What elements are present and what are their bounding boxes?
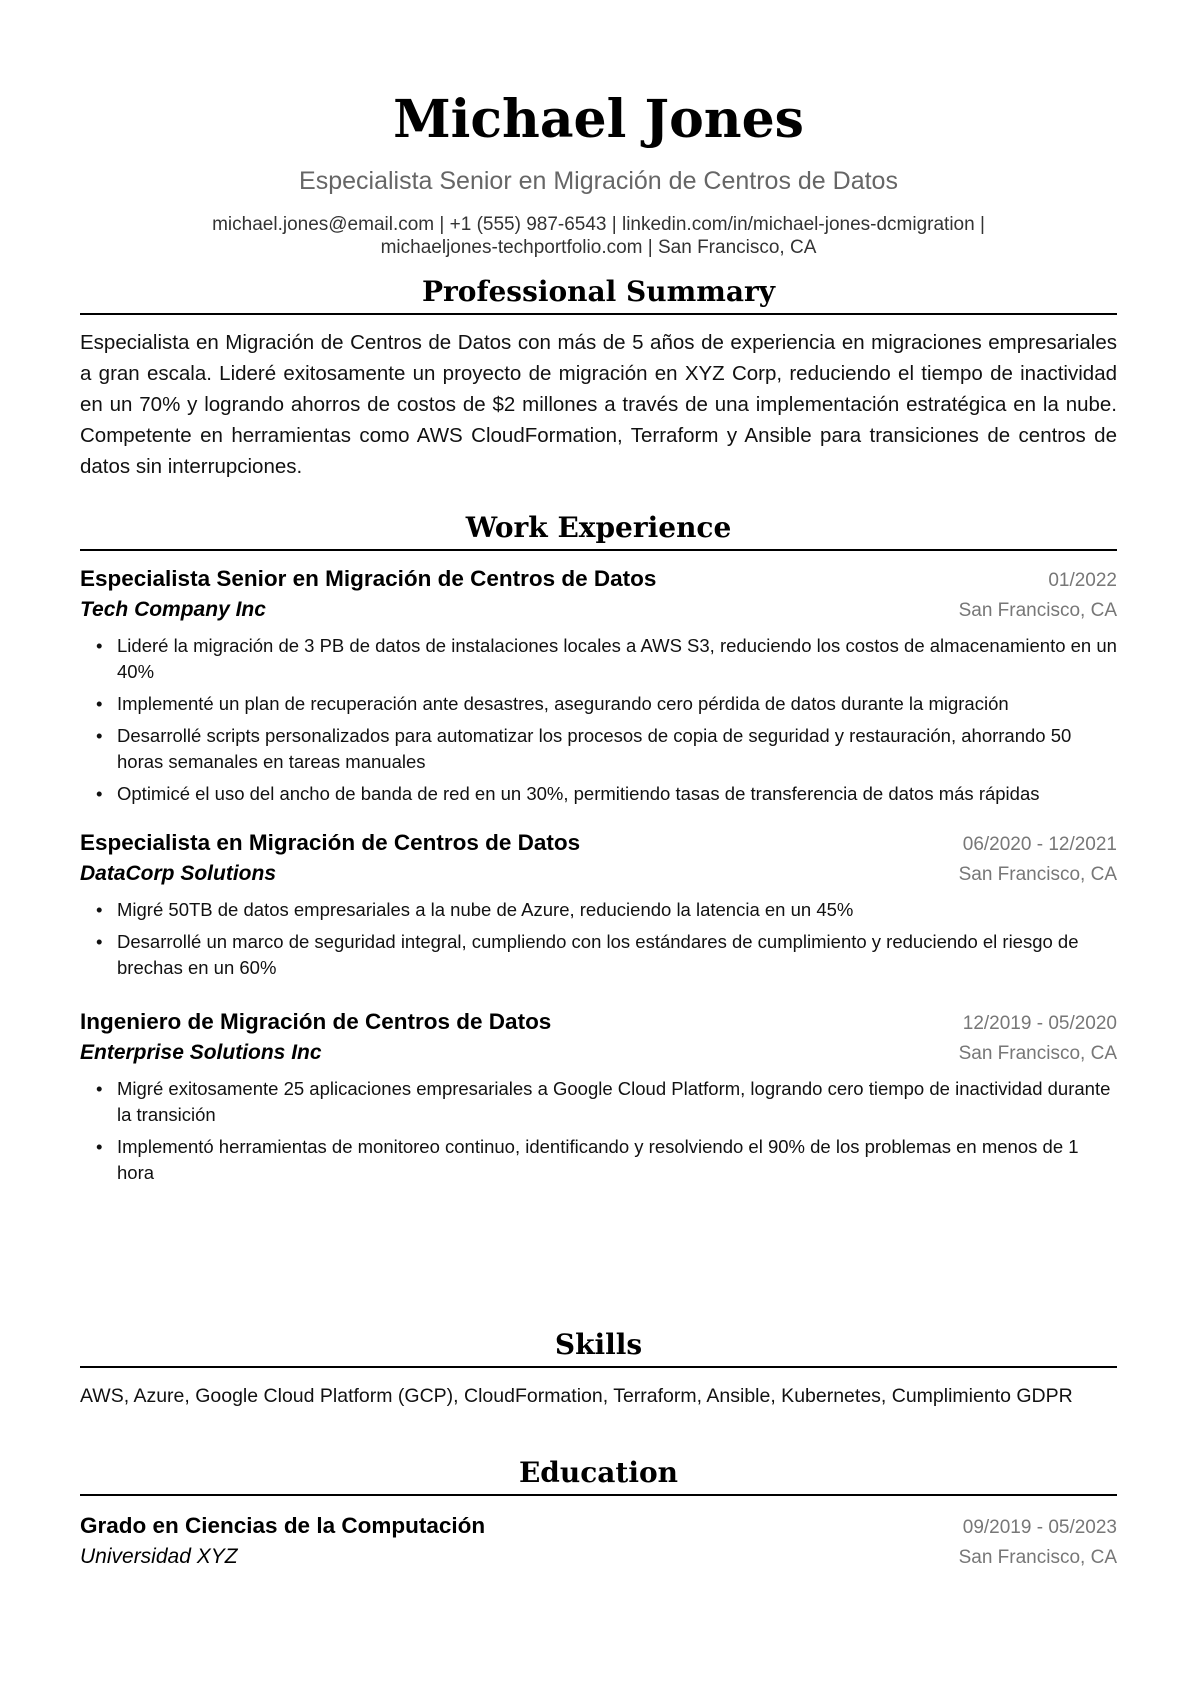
resume-page xyxy=(80,0,1117,1568)
summary-text: Especialista en Migración de Centros de Datos con más de 5 años de experiencia en migraciones empresariales a gran escala. Lideré exitosamente un proyecto de migración en XYZ Corp, reduciendo el tiempo de inactividad en un 70% y logrando ahorros de costos de $2 millones a través de una implementación estratégica en la nube. Competente en herramientas como AWS CloudFormation, Terraform y Ansible para transiciones de centros de datos sin interrupciones. xyxy=(80,331,1117,478)
summary-heading: Professional Summary xyxy=(80,275,1117,315)
job-entry xyxy=(80,564,1117,813)
experience-section xyxy=(80,511,1117,551)
summary-section xyxy=(80,275,1117,482)
bullet-item: • Migré exitosamente 25 aplicaciones empresariales a Google Cloud Platform, logrando cero tiempo de inactividad durante la transición xyxy=(96,1078,1111,1125)
education-entry xyxy=(80,1511,1117,1572)
education-date: 09/2019 - 05/2023 xyxy=(962,1517,1117,1538)
job-bullets xyxy=(80,633,1117,807)
job-entry xyxy=(80,1007,1117,1192)
bullet-text: Desarrollé un marco de seguridad integral, cumpliendo con los estándares de cumplimiento y reduciendo el riesgo de brechas en un 60% xyxy=(117,931,1079,978)
company-name: Enterprise Solutions Inc xyxy=(80,1041,322,1064)
bullet-item: • Desarrollé un marco de seguridad integral, cumpliendo con los estándares de cumplimiento y reduciendo el riesgo de brechas en un 60% xyxy=(96,931,1079,978)
degree-name: Grado en Ciencias de la Computación xyxy=(80,1513,486,1538)
candidate-title: Especialista Senior en Migración de Centros de Datos xyxy=(299,167,898,195)
bullet-item: • Lideré la migración de 3 PB de datos de instalaciones locales a AWS S3, reduciendo los costos de almacenamiento en un 40% xyxy=(96,635,1117,682)
bullet-item: • Implementé un plan de recuperación ante desastres, asegurando cero pérdida de datos durante la migración xyxy=(96,693,1009,714)
bullet-text: Optimicé el uso del ancho de banda de red en un 30%, permitiendo tasas de transferencia de datos más rápidas xyxy=(117,783,1040,804)
job-entry xyxy=(80,828,1117,987)
job-title: Ingeniero de Migración de Centros de Datos xyxy=(80,1009,552,1034)
bullet-item: • Implementó herramientas de monitoreo continuo, identificando y resolviendo el 90% de los problemas en menos de 1 hora xyxy=(96,1136,1079,1183)
skills-heading: Skills xyxy=(80,1328,1117,1368)
job-bullets xyxy=(80,1076,1117,1186)
job-date: 06/2020 - 12/2021 xyxy=(962,834,1117,855)
job-title: Especialista Senior en Migración de Centros de Datos xyxy=(80,566,657,591)
bullet-item: • Optimicé el uso del ancho de banda de red en un 30%, permitiendo tasas de transferencia de datos más rápidas xyxy=(96,783,1040,804)
contact-info xyxy=(80,213,1117,259)
job-date: 12/2019 - 05/2020 xyxy=(962,1013,1117,1034)
bullet-text: Desarrollé scripts personalizados para automatizar los procesos de copia de seguridad y restauración, ahorrando 50 horas semanales en tareas manuales xyxy=(117,725,1072,772)
bullet-item: • Migré 50TB de datos empresariales a la nube de Azure, reduciendo la latencia en un 45% xyxy=(96,899,854,920)
bullet-text: Migré 50TB de datos empresariales a la nube de Azure, reduciendo la latencia en un 45% xyxy=(117,899,854,920)
bullet-text: Implementé un plan de recuperación ante desastres, asegurando cero pérdida de datos durante la migración xyxy=(117,693,1009,714)
experience-heading: Work Experience xyxy=(80,511,1117,551)
job-date: 01/2022 xyxy=(1048,570,1117,591)
candidate-name: Michael Jones xyxy=(393,89,804,150)
job-bullets xyxy=(80,897,1117,981)
company-name: DataCorp Solutions xyxy=(80,862,277,885)
education-location: San Francisco, CA xyxy=(958,1547,1117,1568)
job-title: Especialista en Migración de Centros de Datos xyxy=(80,830,581,855)
job-location: San Francisco, CA xyxy=(958,600,1117,621)
bullet-text: Lideré la migración de 3 PB de datos de instalaciones locales a AWS S3, reduciendo los costos de almacenamiento en un 40% xyxy=(117,635,1117,682)
company-name: Tech Company Inc xyxy=(80,598,266,621)
contact-line-2: michaeljones-techportfolio.com | San Francisco, CA xyxy=(380,237,817,258)
job-location: San Francisco, CA xyxy=(958,864,1117,885)
education-section xyxy=(80,1456,1117,1496)
bullet-text: Migré exitosamente 25 aplicaciones empresariales a Google Cloud Platform, logrando cero tiempo de inactividad durante la transición xyxy=(117,1078,1111,1125)
bullet-item: • Desarrollé scripts personalizados para automatizar los procesos de copia de seguridad y restauración, ahorrando 50 horas semanales en tareas manuales xyxy=(96,725,1072,772)
education-heading: Education xyxy=(80,1456,1117,1496)
skills-section xyxy=(80,1328,1117,1410)
resume-header xyxy=(80,0,1117,259)
school-name: Universidad XYZ xyxy=(80,1545,238,1568)
bullet-text: Implementó herramientas de monitoreo continuo, identificando y resolviendo el 90% de los problemas en menos de 1 hora xyxy=(117,1136,1079,1183)
skills-list: AWS, Azure, Google Cloud Platform (GCP), CloudFormation, Terraform, Ansible, Kubernetes, Cumplimiento GDPR xyxy=(80,1385,1073,1407)
contact-line-1: michael.jones@email.com | +1 (555) 987-6543 | linkedin.com/in/michael-jones-dcmigration | xyxy=(212,214,985,235)
job-location: San Francisco, CA xyxy=(958,1043,1117,1064)
